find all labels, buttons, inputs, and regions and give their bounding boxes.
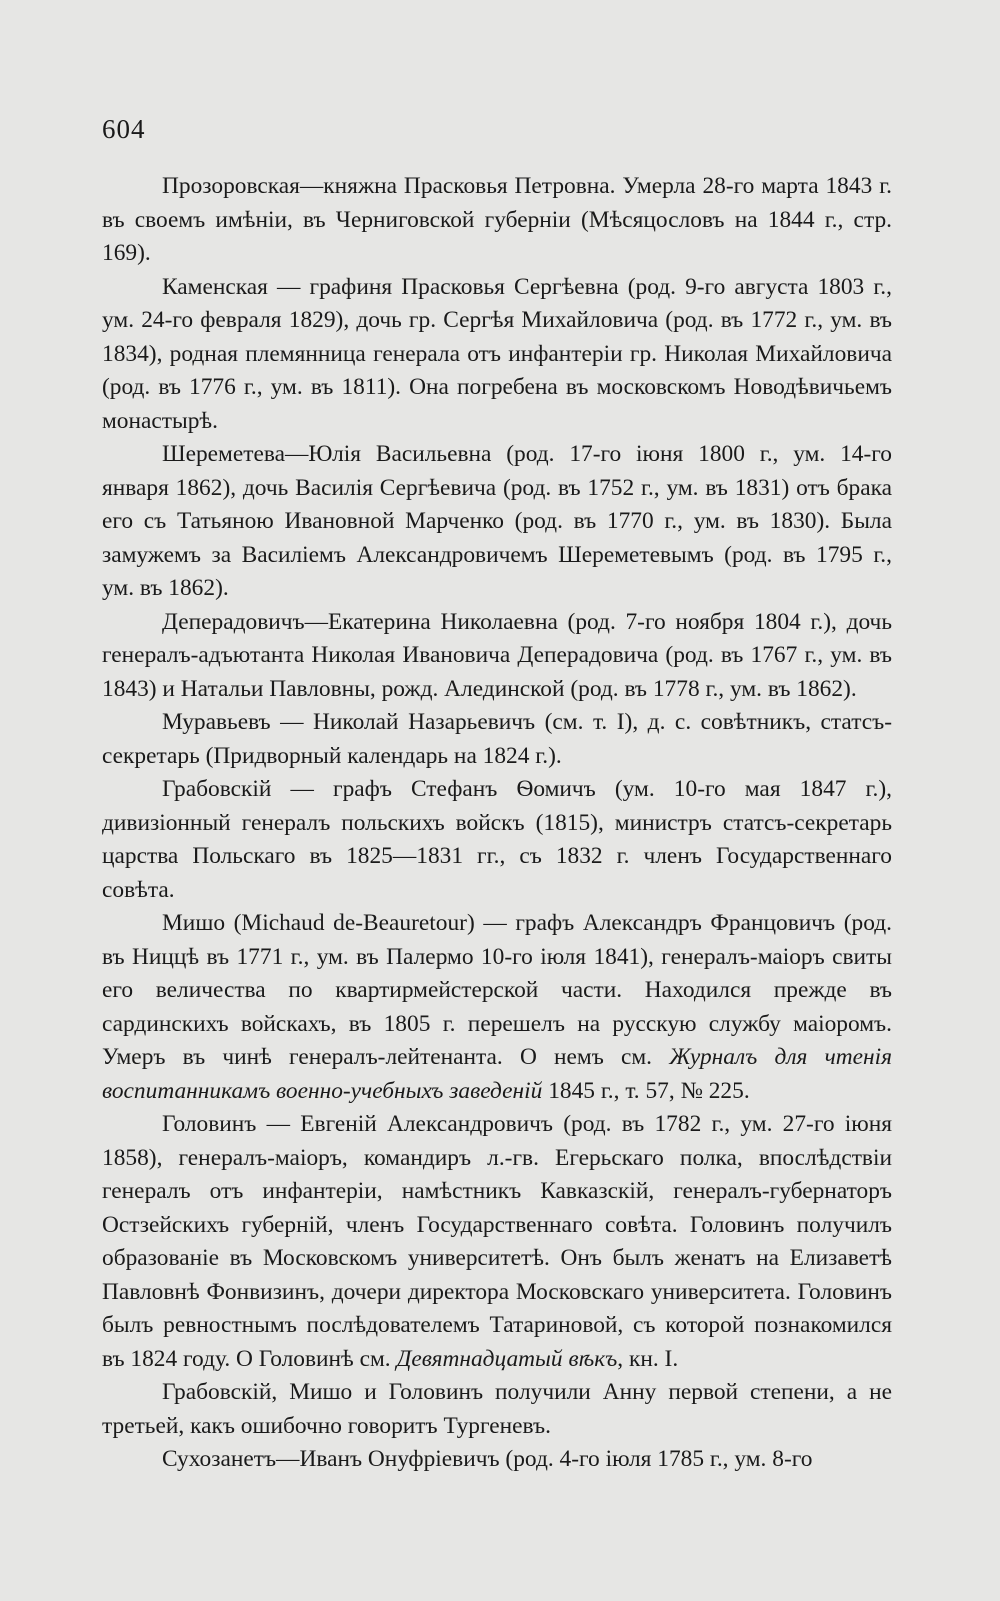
paragraph-prozorovskaya: Прозоровская—княжна Прасковья Петровна. Умерла 28-го марта 1843 г. въ своемъ имѣніи, въ Черниговской губерніи (Мѣсяцословъ на 1844 г., стр. 169).: [102, 173, 892, 266]
paragraph-kamenskaya: Каменская — графиня Прасковья Сергѣевна (род. 9-го августа 1803 г., ум. 24-го февраля 1829), дочь гр. Сергѣя Михайловича (род. въ 1772 г., ум. въ 1834), родная племянница генерала отъ инфантеріи гр. Николая Михайловича (род. въ 1776 г., ум. въ 1811). Она погребена въ московскомъ Новодѣвичьемъ монастырѣ.: [102, 273, 892, 434]
paragraph-golovin-citation: , кн. I.: [617, 1345, 679, 1372]
paragraph-sukhozanet: Сухозанетъ—Иванъ Онуфріевичъ (род. 4-го іюля 1785 г., ум. 8-го: [162, 1446, 813, 1472]
paragraph-grabovsky: Грабовскій — графъ Стефанъ Ѳомичъ (ум. 10-го мая 1847 г.), дивизіонный генералъ польскихъ войскъ (1815), министръ статсъ-секретарь царства Польскаго въ 1825—1831 гг., съ 1832 г. членъ Государственнаго совѣта.: [102, 776, 892, 903]
paragraph-sheremeteva: Шереметева—Юлія Васильевна (род. 17-го іюня 1800 г., ум. 14-го января 1862), дочь Василія Сергѣевича (род. въ 1752 г., ум. въ 1831) отъ брака его съ Татьяною Ивановной Марченко (род. въ 1770 г., ум. въ 1830). Была замужемъ за Василіемъ Александровичемъ Шереметевымъ (род. въ 1795 г., ум. въ 1862).: [102, 441, 892, 601]
paragraph-misho-citation: 1845 г., т. 57, № 225.: [542, 1077, 750, 1104]
paragraph-misho-text: Мишо (Michaud de-Beauretour) — графъ Александръ Францовичъ (род. въ Ниццѣ въ 1771 г., ум. въ Палермо 10-го іюля 1841), генералъ-маіоръ свиты его величества по квартирмейстерской части. Находился прежде въ сардинскихъ войскахъ, въ 1805 г. перешелъ на русскую службу маіоромъ. Умеръ въ чинѣ генералъ-лейтенанта. О немъ см.: [102, 910, 892, 1070]
page-body: [102, 170, 892, 1477]
paragraph-muravyev: Муравьевъ — Николай Назарьевичъ (см. т. I), д. с. совѣтникъ, статсъ-секретарь (Придворный календарь на 1824 г.).: [102, 709, 892, 769]
paragraph-golovin: [102, 1108, 892, 1376]
paragraph-golovin-text: Головинъ — Евгеній Александровичъ (род. въ 1782 г., ум. 27-го іюня 1858), генералъ-маіоръ, командиръ л.-гв. Егерьскаго полка, впослѣдствіи генералъ отъ инфантеріи, намѣстникъ Кавказскій, генералъ-губернаторъ Остзейскихъ губерній, членъ Государственнаго совѣта. Головинъ получилъ образованіе въ Московскомъ университетѣ. Онъ былъ женатъ на Елизаветѣ Павловнѣ Фонвизинъ, дочери директора Московскаго университета. Головинъ былъ ревностнымъ послѣдователемъ Татариновой, съ которой познакомился въ 1824 году. О Головинѣ см.: [102, 1111, 892, 1372]
publication-title: Девятнадцатый вѣкъ: [396, 1345, 618, 1372]
paragraph-anna-order: Грабовскій, Мишо и Головинъ получили Анну первой степени, а не третьей, какъ ошибочно говоритъ Тургеневъ.: [102, 1379, 892, 1439]
paragraph-deperadovich: Деперадовичъ—Екатерина Николаевна (род. 7-го ноября 1804 г.), дочь генералъ-адъютанта Николая Ивановича Деперадовича (род. въ 1767 г., ум. въ 1843) и Натальи Павловны, рожд. Алединской (род. въ 1778 г., ум. въ 1862).: [102, 608, 892, 702]
page-number: 604: [102, 114, 146, 144]
journal-title: Журналъ для чтенія воспитанникамъ военно-учебныхъ заведеній: [102, 1044, 892, 1104]
paragraph-misho: [102, 907, 892, 1108]
